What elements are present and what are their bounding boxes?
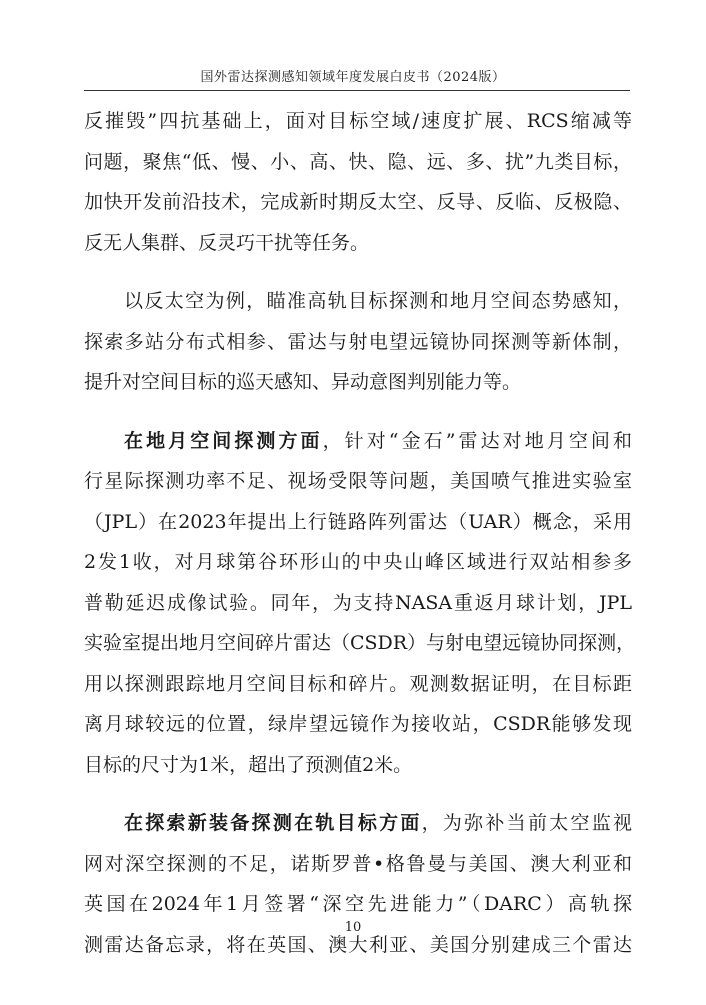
paragraph-text: ，为弥补当前太空监视 — [421, 812, 632, 834]
paragraph-line: 2发1收，对月球第谷环形山的中央山峰区域进行双站相参多 — [84, 551, 632, 573]
paragraph-line: （JPL）在2023年提出上行链路阵列雷达（UAR）概念，采用 — [84, 510, 632, 533]
paragraph-line — [84, 803, 632, 844]
paragraph-line: 普勒延迟成像试验。同年，为支持NASA重返月球计划，JPL — [84, 591, 632, 614]
paragraph-line: 反无人集群、反灵巧干扰等任务。 — [84, 231, 370, 254]
paragraph-line: 离月球较远的位置，绿岸望远镜作为接收站，CSDR能够发现 — [84, 713, 632, 735]
paragraph-text: ，针对“金石”雷达对地月空间和 — [322, 429, 632, 452]
running-header: 国外雷达探测感知领域年度发展白皮书（2024版） — [200, 70, 506, 85]
body-text — [84, 101, 636, 965]
paragraph-line: 加快开发前沿技术，完成新时期反太空、反导、反临、反极隐、 — [84, 191, 632, 213]
paragraph-line: 以反太空为例，瞄准高轨目标探测和地月空间态势感知， — [124, 290, 632, 312]
paragraph-line — [84, 421, 632, 462]
paragraph-line: 提升对空间目标的巡天感知、异动意图判别能力等。 — [84, 371, 522, 393]
paragraph-line: 网对深空探测的不足，诺斯罗普•格鲁曼与美国、澳大利亚和 — [84, 852, 632, 875]
paragraph-line: 目标的尺寸为1米，超出了预测值2米。 — [84, 753, 413, 776]
paragraph-line: 英国在2024年1月签署“深空先进能力”（DARC）高轨探 — [84, 893, 632, 915]
paragraph-line: 探索多站分布式相参、雷达与射电望远镜协同探测等新体制， — [84, 330, 632, 353]
paragraph-line: 用以探测跟踪地月空间目标和碎片。观测数据证明，在目标距 — [84, 672, 632, 695]
paragraph-line: 问题，聚焦“低、慢、小、高、快、隐、远、多、扰”九类目标， — [84, 150, 632, 173]
paragraph-line: 行星际探测功率不足、视场受限等问题，美国喷气推进实验室 — [84, 470, 632, 492]
paragraph-bold-lead: 在地月空间探测方面 — [124, 429, 323, 452]
paragraph-line: 实验室提出地月空间碎片雷达（CSDR）与射电望远镜协同探测， — [84, 632, 636, 654]
paragraph-line: 测雷达备忘录，将在英国、澳大利亚、美国分别建成三个雷达 — [84, 933, 632, 956]
paragraph-bold-lead: 在探索新装备探测在轨目标方面 — [124, 812, 422, 834]
header-rule — [84, 90, 630, 91]
page-number: 10 — [344, 920, 362, 935]
paragraph-line: 反摧毁”四抗基础上，面对目标空域/速度扩展、RCS缩减等 — [84, 110, 632, 132]
